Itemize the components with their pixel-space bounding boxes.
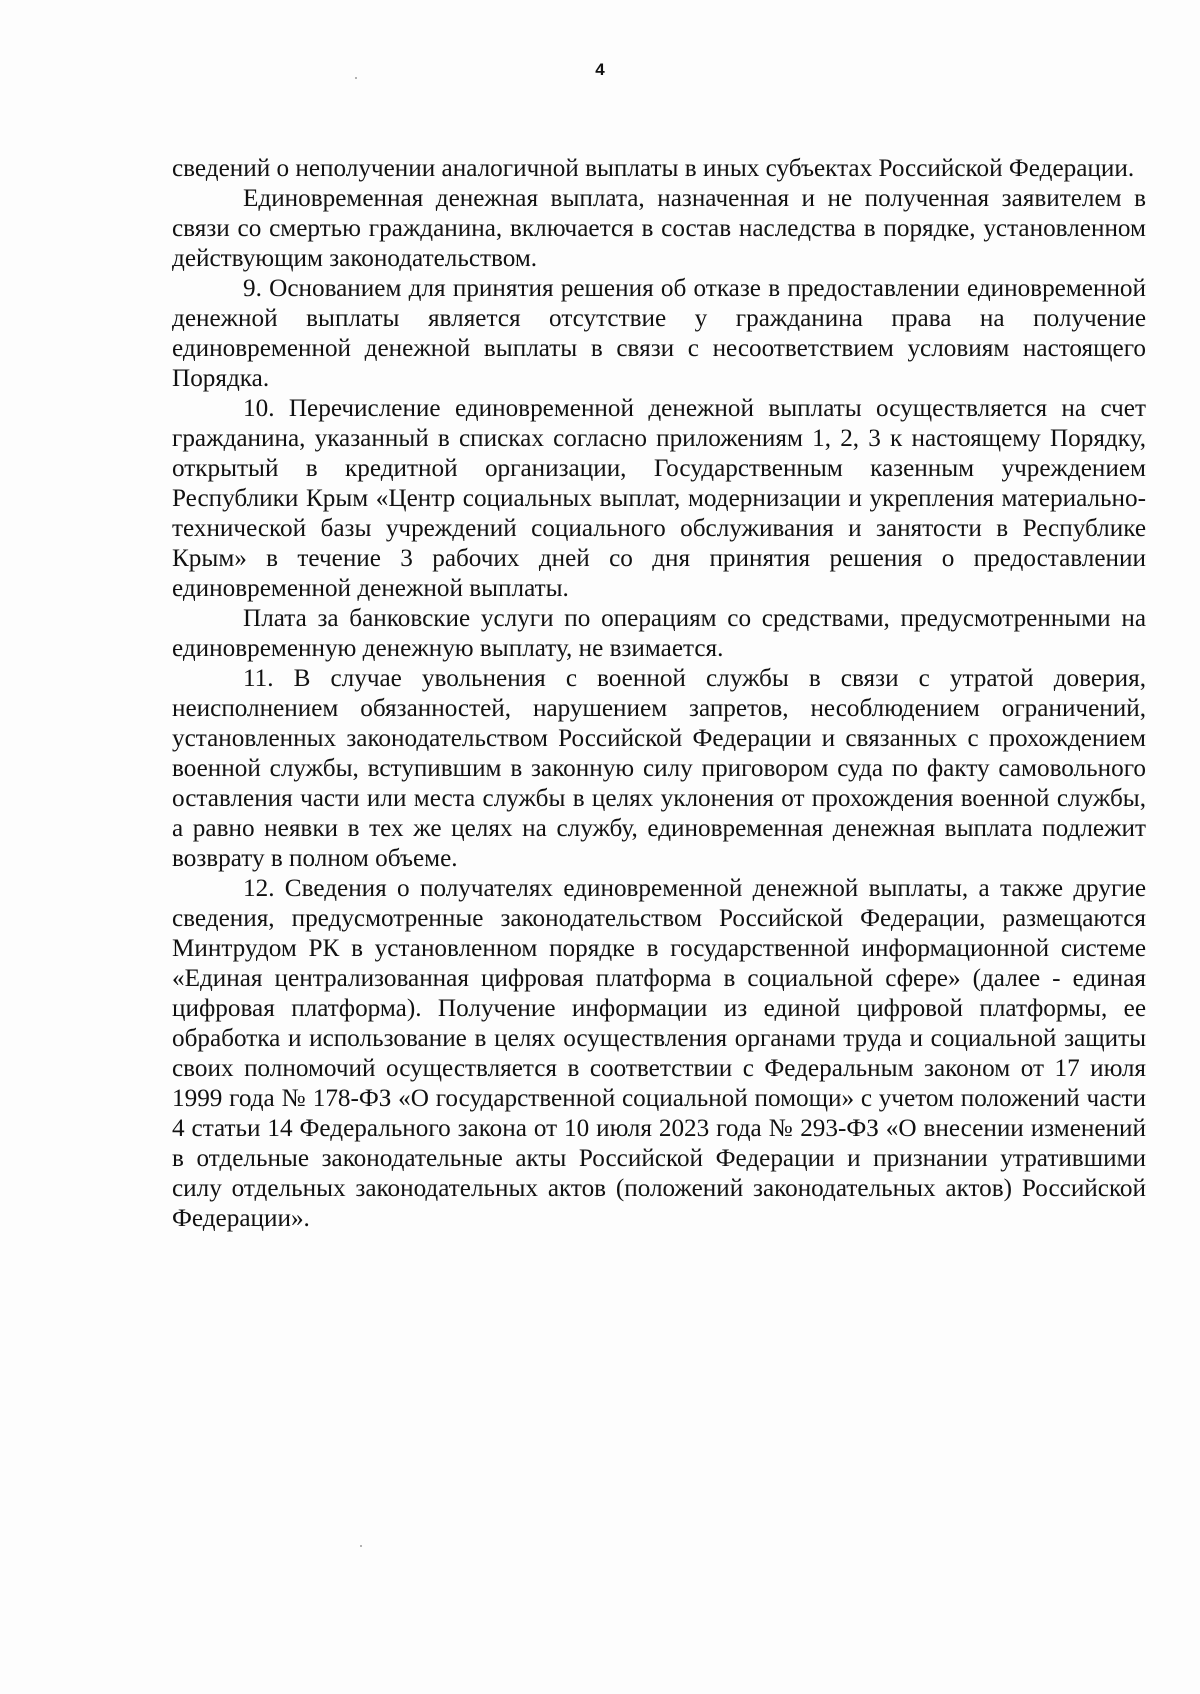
paragraph-inheritance: Единовременная денежная выплата, назначенная и не полученная заявителем в связи со смертью гражданина, включается в состав наследства в порядке, установленном действующим законодательством. [172,185,1146,272]
paragraph-item-11: 11. В случае увольнения с военной службы в связи с утратой доверия, неисполнением обязанностей, нарушением запретов, несоблюдением ограничений, установленных законодательством Российской Федерации и связанных с прохождением военной службы, вступившим в законную силу приговором суда по факту самовольного оставления части или места службы в целях уклонения от прохождения военной службы, а равно неявки в тех же целях на службу, единовременная денежная выплата подлежит возврату в полном объеме. [172,665,1146,872]
document-body [172,154,1146,1234]
scan-speck [360,1545,362,1547]
scan-speck [355,77,357,79]
paragraph-item-9: 9. Основанием для принятия решения об отказе в предоставлении единовременной денежной выплаты является отсутствие у гражданина права на получение единовременной денежной выплаты в связи с несоответствием условиям настоящего Порядка. [172,275,1146,392]
paragraph-item-10: 10. Перечисление единовременной денежной выплаты осуществляется на счет гражданина, указанный в списках согласно приложениям 1, 2, 3 к настоящему Порядку, открытый в кредитной организации, Государственным казенным учреждением Республики Крым «Центр социальных выплат, модернизации и укрепления материально-технической базы учреждений социального обслуживания и занятости в Республике Крым» в течение 3 рабочих дней со дня принятия решения о предоставлении единовременной денежной выплаты. [172,395,1146,602]
paragraph-bank-fee: Плата за банковские услуги по операциям со средствами, предусмотренными на единовременную денежную выплату, не взимается. [172,605,1146,662]
page-number: 4 [595,60,605,79]
paragraph-continuation: сведений о неполучении аналогичной выплаты в иных субъектах Российской Федерации. [172,155,1135,182]
paragraph-item-12: 12. Сведения о получателях единовременной денежной выплаты, а также другие сведения, предусмотренные законодательством Российской Федерации, размещаются Минтрудом РК в установленном порядке в государственной информационной системе «Единая централизованная цифровая платформа в социальной сфере» (далее - единая цифровая платформа). Получение информации из единой цифровой платформы, ее обработка и использование в целях осуществления органами труда и социальной защиты своих полномочий осуществляется в соответствии с Федеральным законом от 17 июля 1999 года № 178-ФЗ «О государственной социальной помощи» с учетом положений части 4 статьи 14 Федерального закона от 10 июля 2023 года № 293-ФЗ «О внесении изменений в отдельные законодательные акты Российской Федерации и признании утратившими силу отдельных законодательных актов (положений законодательных актов) Российской Федерации». [172,875,1146,1232]
